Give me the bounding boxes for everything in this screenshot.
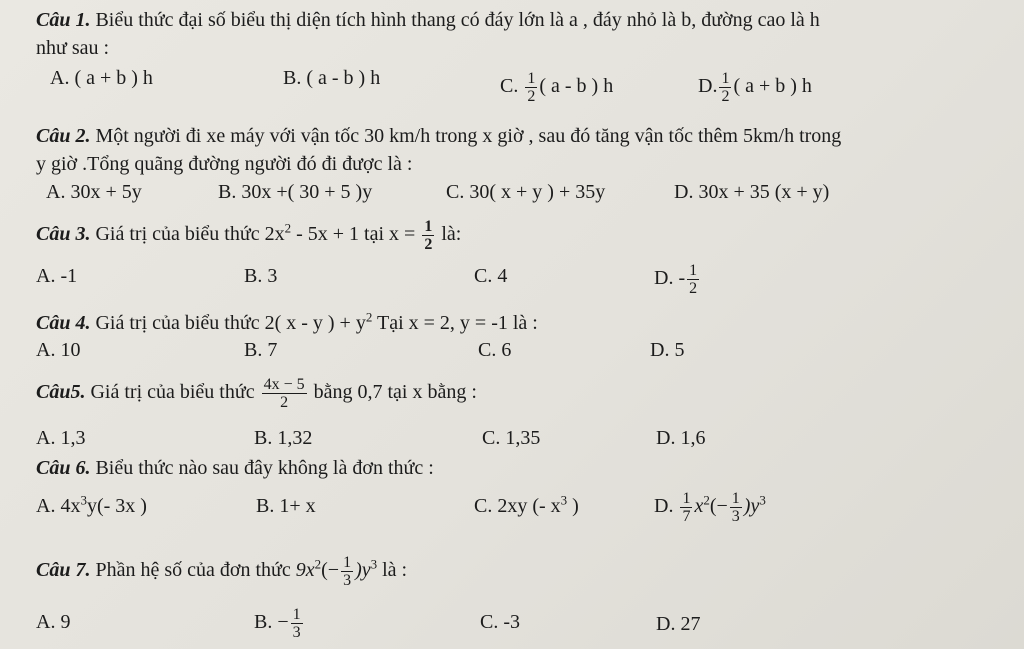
- question-1-line-2: như sau :: [36, 37, 110, 59]
- paren-close-y: )y: [355, 559, 371, 582]
- paren-open: (−: [321, 559, 340, 582]
- question-3-option-b: B. 3: [244, 265, 278, 287]
- fraction-denominator: 2: [280, 394, 289, 411]
- question-4-line: [36, 311, 538, 335]
- question-7-line: [36, 554, 407, 589]
- exponent: 2: [703, 492, 710, 508]
- question-1-option-d: [698, 70, 812, 105]
- fraction-denominator: 2: [527, 88, 536, 105]
- fraction-numerator: 1: [424, 218, 433, 235]
- question-1-text: Biểu thức đại số biểu thị diện tích hình thang có đáy lớn là a , đáy nhỏ là b, đường cao là h: [90, 9, 820, 31]
- paren-close-y: )y: [743, 495, 760, 518]
- exponent: 2: [365, 309, 373, 325]
- question-2-text: Một người đi xe máy với vận tốc 30 km/h trong x giờ , sau đó tăng vận tốc thêm 5km/h trong: [90, 125, 842, 147]
- fraction-denominator: 3: [731, 508, 740, 525]
- question-3-line: [36, 218, 461, 253]
- question-4-option-d: D. 5: [650, 339, 685, 361]
- question-3-label: Câu 3.: [36, 223, 91, 246]
- fraction-numerator: 1: [721, 70, 730, 87]
- question-5-option-a: A. 1,3: [36, 427, 86, 449]
- question-5-fraction: [262, 376, 307, 411]
- fraction-numerator: 1: [343, 554, 352, 571]
- fraction-denominator: 2: [424, 236, 433, 253]
- fraction-denominator: 3: [292, 624, 301, 641]
- exponent: 3: [80, 492, 87, 508]
- question-3-option-a: A. -1: [36, 265, 78, 287]
- question-3-text-pre: Giá trị của biểu thức 2x: [90, 223, 285, 246]
- question-2-label: Câu 2.: [36, 125, 91, 147]
- paren-open: (−: [709, 495, 728, 518]
- question-2-line-2: y giờ .Tổng quãng đường người đó đi được là :: [36, 153, 413, 175]
- question-7-option-b: [254, 606, 305, 641]
- question-3-fraction: [422, 218, 434, 253]
- question-7-option-c: C. -3: [480, 611, 520, 633]
- question-3-text-post: là:: [436, 223, 462, 246]
- exponent: 3: [370, 556, 378, 572]
- option-d-prefix: D. -: [654, 267, 686, 290]
- question-5-option-b: B. 1,32: [254, 427, 313, 449]
- question-1-label: Câu 1.: [36, 9, 91, 31]
- option-b-prefix: B. −: [254, 611, 289, 634]
- option-d-fraction: [687, 262, 699, 297]
- question-5-line: [36, 376, 477, 411]
- question-2-option-d: D. 30x + 35 (x + y): [674, 181, 830, 203]
- fraction-denominator: 7: [682, 508, 691, 525]
- question-7-option-d: D. 27: [656, 613, 701, 635]
- question-4-text-post: Tại x = 2, y = -1 là :: [372, 312, 538, 334]
- option-c-suffix: ( a - b ) h: [539, 75, 614, 98]
- question-6-option-c: [474, 494, 579, 518]
- option-d-fraction-2: [730, 490, 742, 525]
- option-a-suffix: y(- 3x ): [86, 495, 147, 517]
- question-6-option-b: B. 1+ x: [256, 495, 316, 517]
- option-d-prefix: D.: [654, 495, 679, 518]
- fraction-denominator: 2: [689, 280, 698, 297]
- question-4-option-c: C. 6: [478, 339, 512, 361]
- question-5-text-pre: Giá trị của biểu thức: [85, 381, 260, 404]
- question-1-option-b: B. ( a - b ) h: [283, 67, 381, 89]
- fraction-denominator: 3: [343, 572, 352, 589]
- exponent: 3: [560, 492, 568, 508]
- option-c-prefix: C.: [500, 75, 524, 98]
- question-5-text-post: bằng 0,7 tại x bằng :: [308, 381, 477, 404]
- fraction-numerator: 1: [292, 606, 301, 623]
- question-4-option-b: B. 7: [244, 339, 278, 361]
- option-d-suffix: ( a + b ) h: [733, 75, 812, 98]
- exponent: 2: [314, 556, 322, 572]
- question-6-option-d: [654, 490, 766, 525]
- option-a-prefix: A. 4x: [36, 495, 81, 517]
- exponent: 3: [759, 492, 766, 508]
- option-b-fraction: [291, 606, 303, 641]
- question-1-option-c: [500, 70, 613, 105]
- question-5-option-c: C. 1,35: [482, 427, 541, 449]
- question-7-option-a: A. 9: [36, 611, 71, 633]
- expression-9x: 9x: [295, 559, 315, 582]
- fraction-numerator: 1: [527, 70, 536, 87]
- option-c-fraction: [525, 70, 537, 105]
- exponent: 2: [284, 220, 292, 236]
- question-3-option-c: C. 4: [474, 265, 508, 287]
- question-4-label: Câu 4.: [36, 312, 91, 334]
- variable-x: x: [694, 495, 704, 518]
- question-7-label: Câu 7.: [36, 559, 91, 582]
- question-3-option-d: [654, 262, 701, 297]
- question-3-text-mid: - 5x + 1 tại x =: [291, 223, 421, 246]
- question-5-label: Câu5.: [36, 381, 86, 404]
- question-6-text: Biểu thức nào sau đây không là đơn thức :: [90, 457, 434, 479]
- question-5-option-d: D. 1,6: [656, 427, 706, 449]
- option-c-prefix: C. 2xy (- x: [474, 495, 561, 517]
- option-d-fraction-1: [680, 490, 692, 525]
- question-4-option-a: A. 10: [36, 339, 81, 361]
- fraction-numerator: 1: [689, 262, 698, 279]
- question-7-text-pre: Phần hệ số của đơn thức: [90, 559, 296, 582]
- fraction-numerator: 4x − 5: [263, 376, 305, 393]
- question-2-option-c: C. 30( x + y ) + 35y: [446, 181, 606, 203]
- question-2-option-b: B. 30x +( 30 + 5 )y: [218, 181, 373, 203]
- fraction-denominator: 2: [721, 88, 730, 105]
- question-7-fraction: [341, 554, 353, 589]
- question-2-line-1: [36, 124, 841, 148]
- question-6-label: Câu 6.: [36, 457, 91, 479]
- fraction-numerator: 1: [731, 490, 740, 507]
- question-1-option-a: A. ( a + b ) h: [50, 67, 153, 89]
- option-d-prefix: D.: [698, 75, 718, 98]
- fraction-numerator: 1: [682, 490, 691, 507]
- question-7-text-post: là :: [377, 559, 408, 582]
- option-d-fraction: [719, 70, 731, 105]
- question-4-text-pre: Giá trị của biểu thức 2( x - y ) + y: [90, 312, 366, 334]
- question-6-line: [36, 456, 434, 480]
- question-6-option-a: [36, 494, 147, 518]
- question-1-line-1: [36, 8, 820, 32]
- question-2-option-a: A. 30x + 5y: [46, 181, 142, 203]
- option-c-suffix: ): [567, 495, 579, 517]
